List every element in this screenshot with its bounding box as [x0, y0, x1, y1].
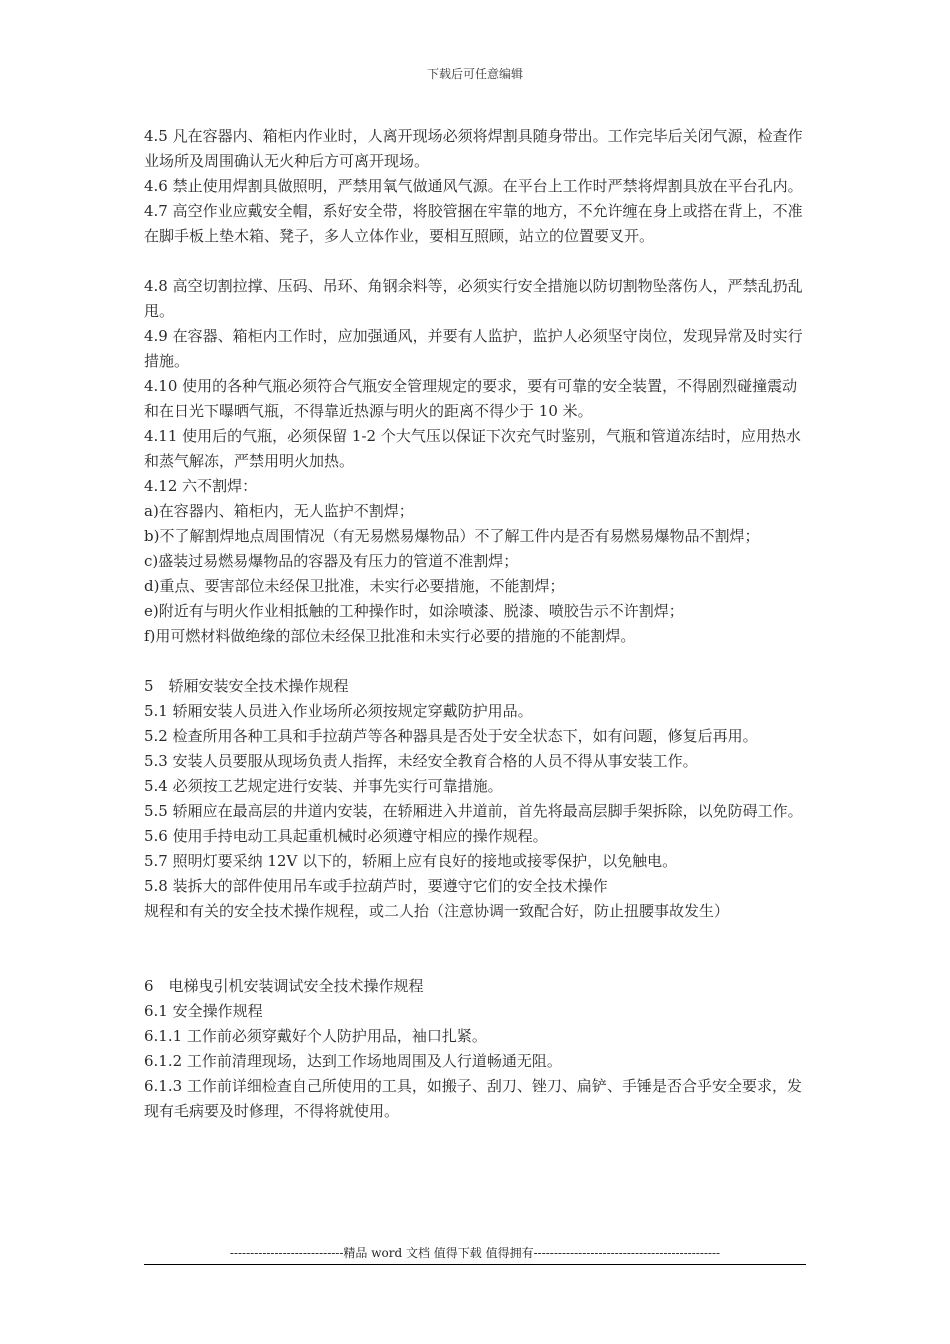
paragraph-4-5: 4.5 凡在容器内、箱柜内作业时，人离开现场必须将焊割具随身带出。工作完毕后关闭气源，检查作业场所及周围确认无火种后方可离开现场。 [144, 127, 803, 170]
paragraph-5-8: 5.8 装拆大的部件使用吊车或手拉葫芦时，要遵守它们的安全技术操作 [144, 877, 608, 895]
paragraph-4-7: 4.7 高空作业应戴安全帽，系好安全带，将胶管捆在牢靠的地方，不允许缠在身上或搭在背上，不准在脚手板上垫木箱、凳子，多人立体作业，要相互照顾，站立的位置要叉开。 [144, 202, 803, 245]
paragraph-6-1-1: 6.1.1 工作前必须穿戴好个人防护用品，袖口扎紧。 [144, 1027, 487, 1045]
section-heading-5: 5 轿厢安装安全技术操作规程 [144, 677, 349, 695]
paragraph-4-8: 4.8 高空切割拉撑、压码、吊环、角钢余料等，必须实行安全措施以防切割物坠落伤人，严禁乱扔乱甩。 [144, 277, 803, 320]
list-item-f: f)用可燃材料做绝缘的部位未经保卫批准和未实行必要的措施的不能割焊。 [144, 627, 636, 645]
blank-line [144, 249, 808, 274]
paragraph-5-3: 5.3 安装人员要服从现场负责人指挥，未经安全教育合格的人员不得从事安装工作。 [144, 752, 698, 770]
paragraph-4-11: 4.11 使用后的气瓶，必须保留 1-2 个大气压以保证下次充气时鉴别，气瓶和管道冻结时，应用热水和蒸气解冻，严禁用明火加热。 [144, 427, 801, 470]
blank-lines [144, 924, 808, 974]
paragraph-4-12: 4.12 六不割焊： [144, 477, 258, 495]
list-item-a: a)在容器内、箱柜内，无人监护不割焊； [144, 502, 414, 520]
paragraph-5-8-continued: 规程和有关的安全技术操作规程，或二人抬（注意协调一致配合好，防止扭腰事故发生） [144, 902, 730, 920]
paragraph-6-1-2: 6.1.2 工作前清理现场，达到工作场地周围及人行道畅通无阻。 [144, 1052, 562, 1070]
section-heading-6: 6 电梯曳引机安装调试安全技术操作规程 [144, 977, 424, 995]
paragraph-5-5: 5.5 轿厢应在最高层的井道内安装，在轿厢进入井道前，首先将最高层脚手架拆除，以免防碍工作。 [144, 802, 803, 820]
blank-line [144, 649, 808, 674]
paragraph-5-6: 5.6 使用手持电动工具起重机械时必须遵守相应的操作规程。 [144, 827, 548, 845]
list-item-d: d)重点、要害部位未经保卫批准，未实行必要措施，不能割焊； [144, 577, 565, 595]
paragraph-4-6: 4.6 禁止使用焊割具做照明，严禁用氧气做通风气源。在平台上工作时严禁将焊割具放在平台孔内。 [144, 177, 803, 195]
paragraph-5-2: 5.2 检查所用各种工具和手拉葫芦等各种器具是否处于安全状态下，如有问题，修复后再用。 [144, 727, 758, 745]
document-body [144, 124, 808, 1124]
list-item-e: e)附近有与明火作业相抵触的工种操作时，如涂喷漆、脱漆、喷胶告示不许割焊； [144, 602, 684, 620]
paragraph-5-4: 5.4 必须按工艺规定进行安装、并事先实行可靠措施。 [144, 777, 503, 795]
page-footer: ----------------------------精品 word 文档 值得下载 值得拥有---------------------------------------------- [144, 1244, 806, 1265]
page-header: 下载后可任意编辑 [426, 67, 523, 81]
paragraph-6-1-3: 6.1.3 工作前详细检查自己所使用的工具，如搬子、刮刀、锉刀、扁铲、手锤是否合乎安全要求，发现有毛病要及时修理，不得将就使用。 [144, 1077, 802, 1120]
paragraph-4-10: 4.10 使用的各种气瓶必须符合气瓶安全管理规定的要求，要有可靠的安全装置，不得剧烈碰撞震动和在日光下曝晒气瓶，不得靠近热源与明火的距离不得少于 10 米。 [144, 377, 798, 420]
paragraph-4-9: 4.9 在容器、箱柜内工作时，应加强通风，并要有人监护，监护人必须坚守岗位，发现异常及时实行措施。 [144, 327, 803, 370]
paragraph-5-1: 5.1 轿厢安装人员进入作业场所必须按规定穿戴防护用品。 [144, 702, 533, 720]
paragraph-6-1: 6.1 安全操作规程 [144, 1002, 263, 1020]
list-item-b: b)不了解割焊地点周围情况（有无易燃易爆物品）不了解工件内是否有易燃易爆物品不割焊； [144, 527, 760, 545]
paragraph-5-7: 5.7 照明灯要采纳 12V 以下的，轿厢上应有良好的接地或接零保护，以免触电。 [144, 852, 678, 870]
list-item-c: c)盛装过易燃易爆物品的容器及有压力的管道不准割焊； [144, 552, 519, 570]
